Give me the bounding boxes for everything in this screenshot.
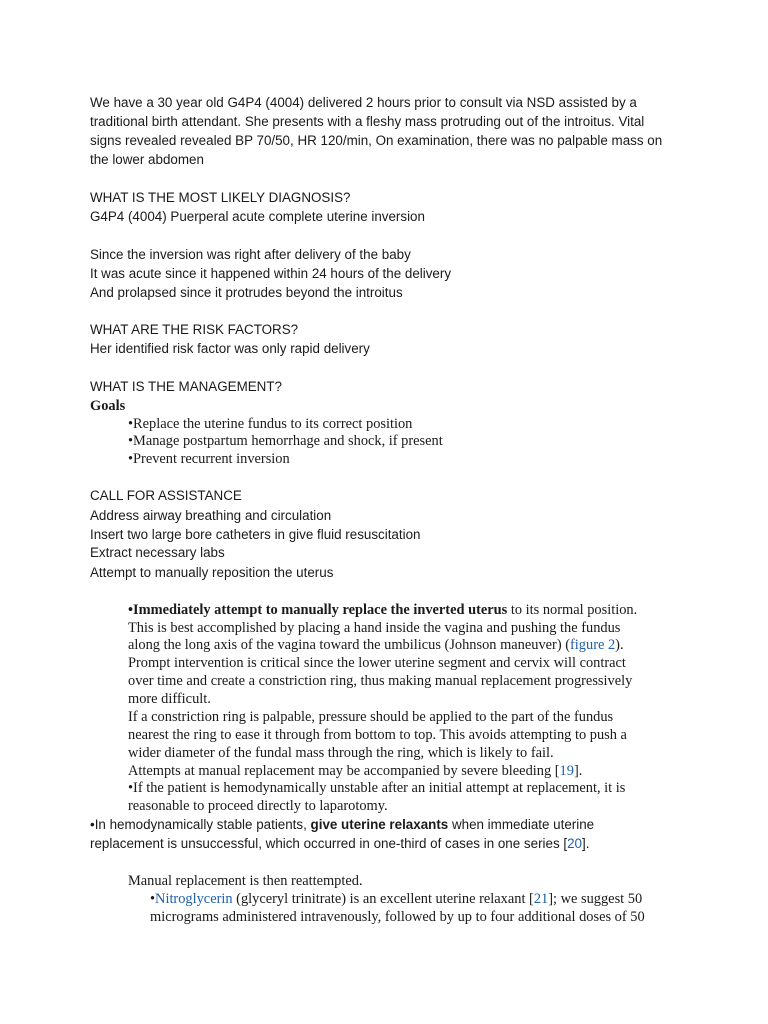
replacement-line-4: Prompt intervention is critical since the lower uterine segment and cervix will contract (128, 655, 626, 671)
risk-answer: Her identified risk factor was only rapid delivery (90, 341, 370, 356)
relaxants-line-2 (90, 835, 589, 853)
goal-item-3: •Prevent recurrent inversion (128, 451, 290, 467)
relaxants-line2-pre: replacement is unsuccessful, which occurred in one-third of cases in one series [ (90, 836, 568, 851)
replacement-bold-lead: •Immediately attempt to manually replace the inverted uterus (128, 602, 508, 618)
reference-21-link[interactable]: 21 (533, 891, 549, 907)
step-call-for-assistance: CALL FOR ASSISTANCE (90, 488, 242, 503)
replacement-line-3 (128, 636, 624, 654)
intro-line-2: traditional birth attendant. She presents with a fleshy mass protruding out of the introitus. Vital (90, 114, 645, 129)
replacement-line-5: over time and create a constriction ring, thus making manual replacement progressively (128, 673, 633, 689)
step-airway: Address airway breathing and circulation (90, 508, 332, 523)
relaxants-line2-post: ]. (582, 836, 590, 851)
risk-heading: WHAT ARE THE RISK FACTORS? (90, 322, 299, 337)
goal-item-1: •Replace the uterine fundus to its correct position (128, 416, 413, 432)
diagnosis-reason-3: And prolapsed since it protrudes beyond the introitus (90, 285, 403, 300)
reference-20-link[interactable]: 20 (567, 836, 582, 851)
bleeding-post: ]. (573, 763, 583, 779)
relaxants-line-1 (90, 816, 594, 834)
reattempt-line: Manual replacement is then reattempted. (128, 873, 363, 889)
goals-label: Goals (90, 398, 126, 414)
unstable-line-2: reasonable to proceed directly to laparotomy. (128, 798, 388, 814)
step-reposition: Attempt to manually reposition the uterus (90, 565, 334, 580)
step-labs: Extract necessary labs (90, 545, 225, 560)
intro-line-1: We have a 30 year old G4P4 (4004) delivered 2 hours prior to consult via NSD assisted by a (90, 95, 637, 110)
diagnosis-reason-1: Since the inversion was right after delivery of the baby (90, 247, 411, 262)
reference-19-link[interactable]: 19 (559, 763, 574, 779)
goal-item-2: •Manage postpartum hemorrhage and shock, if present (128, 433, 443, 449)
unstable-line-1: •If the patient is hemodynamically unstable after an initial attempt at replacement, it is (128, 780, 626, 796)
relaxants-bold: give uterine relaxants (310, 817, 449, 832)
ring-line-1: If a constriction ring is palpable, pressure should be applied to the part of the fundus (128, 709, 614, 725)
replacement-line3-post: ). (615, 637, 624, 653)
nitroglycerin-bullet: • (150, 891, 156, 907)
replacement-line3-pre: along the long axis of the vagina toward the umbilicus (Johnson maneuver) ( (128, 637, 571, 653)
bleeding-line (128, 762, 582, 780)
replacement-line-1 (128, 601, 637, 619)
relaxants-pre: •In hemodynamically stable patients, (90, 817, 311, 832)
step-catheters: Insert two large bore catheters in give fluid resuscitation (90, 527, 421, 542)
diagnosis-answer: G4P4 (4004) Puerperal acute complete uterine inversion (90, 209, 425, 224)
nitroglycerin-line-2: micrograms administered intravenously, followed by up to four additional doses of 50 (150, 909, 645, 925)
nitroglycerin-post: ]; we suggest 50 (548, 891, 643, 907)
nitroglycerin-link[interactable]: Nitroglycerin (155, 891, 233, 907)
ring-line-3: wider diameter of the fundal mass through the ring, which is likely to fail. (128, 745, 554, 761)
diagnosis-heading: WHAT IS THE MOST LIKELY DIAGNOSIS? (90, 190, 351, 205)
replacement-line-6: more difficult. (128, 691, 211, 707)
intro-line-3: signs revealed revealed BP 70/50, HR 120/min, On examination, there was no palpable mass on (90, 133, 663, 148)
ring-line-2: nearest the ring to ease it through from bottom to top. This avoids attempting to push a (128, 727, 627, 743)
relaxants-post: when immediate uterine (448, 817, 595, 832)
management-heading: WHAT IS THE MANAGEMENT? (90, 379, 282, 394)
figure-2-link[interactable]: figure 2 (570, 637, 616, 653)
replacement-line1-rest: to its normal position. (507, 602, 638, 618)
bleeding-pre: Attempts at manual replacement may be accompanied by severe bleeding [ (128, 763, 560, 779)
replacement-line-2: This is best accomplished by placing a hand inside the vagina and pushing the fundus (128, 620, 621, 636)
intro-line-4: the lower abdomen (90, 152, 204, 167)
diagnosis-reason-2: It was acute since it happened within 24 hours of the delivery (90, 266, 452, 281)
nitroglycerin-line-1 (150, 890, 642, 908)
nitroglycerin-mid: (glyceryl trinitrate) is an excellent uterine relaxant [ (232, 891, 534, 907)
